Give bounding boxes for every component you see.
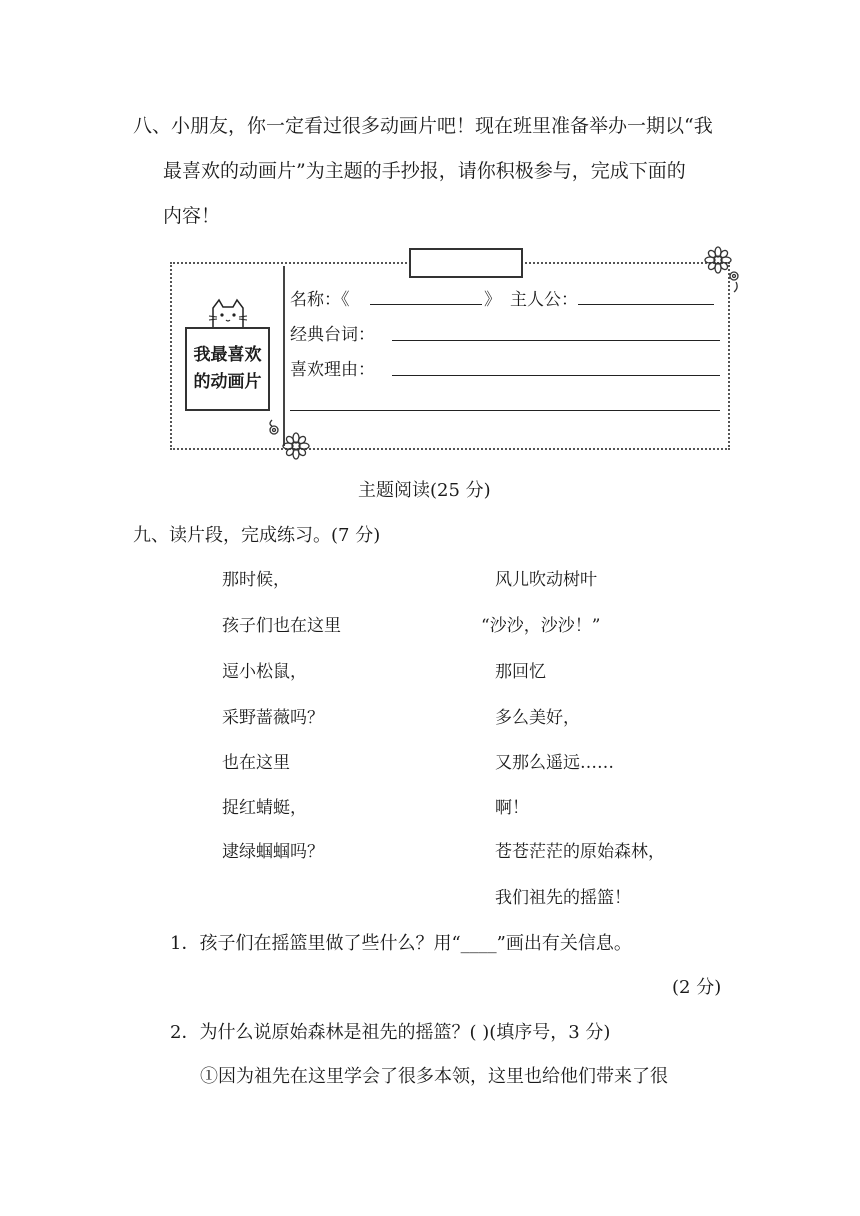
reason-blank[interactable] <box>392 375 720 376</box>
name-label: 名称：《 <box>290 290 350 310</box>
name-blank[interactable] <box>370 304 482 305</box>
poem-right-line: 又那么遥远…… <box>495 753 614 773</box>
poem-left-line: 孩子们也在这里 <box>222 616 341 636</box>
poem-right-line: 我们祖先的摇篮！ <box>495 888 631 908</box>
stamp-line-1: 我最喜欢 <box>193 345 262 365</box>
stamp-line-2: 的动画片 <box>193 372 262 392</box>
quote-blank[interactable] <box>392 340 720 341</box>
poem-right-line: 多么美好， <box>495 708 580 728</box>
poem-right-line: 苍苍茫茫的原始森林， <box>495 842 665 862</box>
poem-left-line: 采野蔷薇吗？ <box>222 708 324 728</box>
poem-right-line: “沙沙，沙沙！” <box>481 616 601 636</box>
q9-sub-1-points: (2 分) <box>672 977 722 998</box>
poem-left-line: 逗小松鼠， <box>222 662 307 682</box>
reason-label: 喜欢理由： <box>290 360 375 380</box>
q8-line-2: 最喜欢的动画片”为主题的手抄报，请你积极参与，完成下面的 <box>163 160 686 182</box>
poem-left-line: 逮绿蝈蝈吗？ <box>222 842 324 862</box>
q9-option-1: ①因为祖先在这里学会了很多本领，这里也给他们带来了很 <box>200 1066 668 1087</box>
q8-line-1: 八、小朋友，你一定看过很多动画片吧！现在班里准备举办一期以“我 <box>133 115 713 137</box>
flower-decoration-icon <box>696 244 746 296</box>
q9-sub-1: 1．孩子们在摇篮里做了些什么？用“____”画出有关信息。 <box>170 933 632 954</box>
quote-label: 经典台词： <box>290 325 375 345</box>
flower-decoration-icon <box>262 416 314 462</box>
poem-right-line: 风儿吹动树叶 <box>495 570 597 590</box>
q8-line-3: 内容！ <box>163 205 221 227</box>
poem-right-line: 那回忆 <box>495 662 546 682</box>
name-close-bracket: 》 <box>484 290 501 310</box>
reason-blank-2[interactable] <box>290 410 720 411</box>
section-title: 主题阅读(25 分) <box>358 480 491 501</box>
protagonist-label: 主人公： <box>510 290 578 310</box>
card-title-box[interactable] <box>409 248 523 278</box>
q9-sub-2: 2．为什么说原始森林是祖先的摇篮？( )(填序号，3 分) <box>170 1022 611 1043</box>
poem-left-line: 那时候， <box>222 570 290 590</box>
poem-right-line: 啊！ <box>495 798 529 818</box>
favorite-cartoon-stamp <box>185 327 270 411</box>
poem-left-line: 捉红蜻蜓， <box>222 798 307 818</box>
q9-heading: 九、读片段，完成练习。(7 分) <box>133 525 381 546</box>
poem-left-line: 也在这里 <box>222 753 290 773</box>
protagonist-blank[interactable] <box>578 304 714 305</box>
